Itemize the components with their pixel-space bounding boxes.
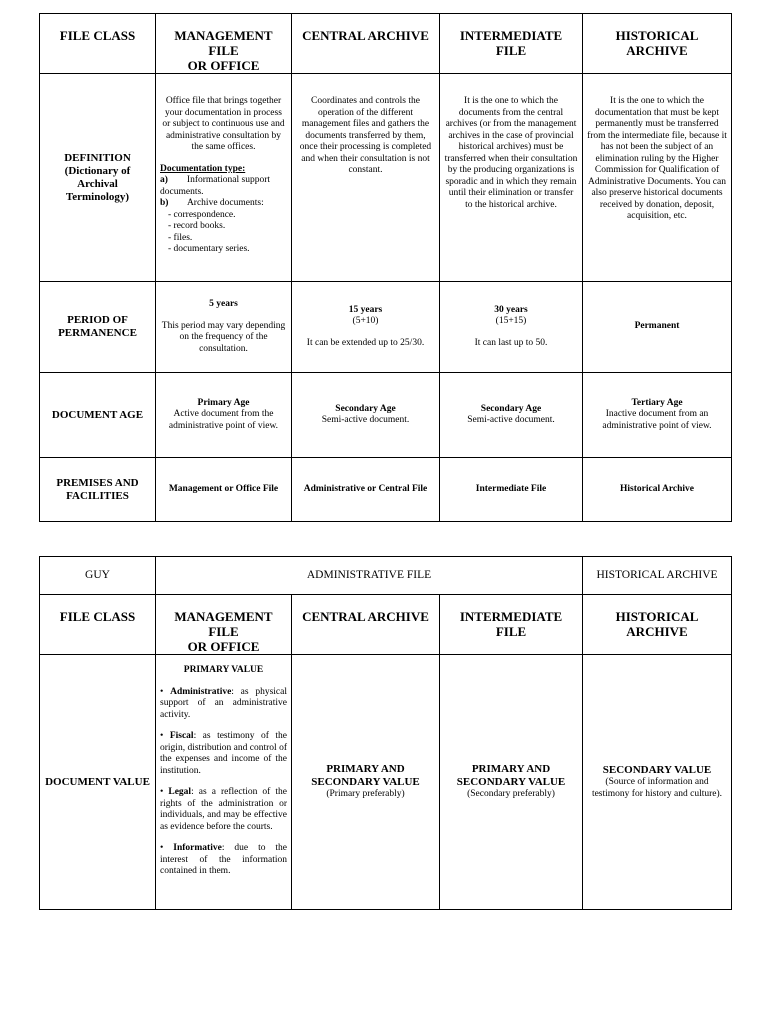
premises-central: Administrative or Central File (292, 458, 440, 522)
value-item-term: Administrative (170, 686, 232, 697)
definition-management-cell (156, 74, 292, 282)
header-management-file: MANAGEMENT FILE OR OFFICE (156, 14, 292, 74)
premises-historical: Historical Archive (583, 458, 732, 522)
header-row (40, 14, 732, 74)
age-management-title: Primary Age (197, 397, 250, 408)
doc-type-b-item: - documentary series. (168, 244, 250, 254)
header-central-archive: CENTRAL ARCHIVE (292, 595, 440, 655)
age-central-cell (292, 373, 440, 458)
permanence-intermediate-text: It can last up to 50. (474, 337, 548, 348)
header-management-file: MANAGEMENT FILE OR OFFICE (156, 595, 292, 655)
value-item-text: : as testimony of the origin, distribution and control of the expenses and income of the institution. (160, 731, 288, 776)
age-intermediate-title: Secondary Age (480, 403, 542, 414)
definition-row (40, 74, 732, 282)
value-item-term: Informative (173, 843, 222, 853)
premises-intermediate: Intermediate File (440, 458, 583, 522)
age-management-cell (156, 373, 292, 458)
value-item: • Fiscal: as testimony of the origin, distribution and control of the expenses and income of the institution. (160, 731, 288, 776)
definition-label: DEFINITION (Dictionary of Archival Terminology) (40, 74, 156, 282)
permanence-central-cell (292, 282, 440, 373)
value-historical-sub: (Source of information and testimony for history and culture). (591, 777, 723, 799)
archive-classification-table (39, 13, 732, 522)
permanence-intermediate-title: 30 years (494, 304, 528, 315)
header-row-2 (40, 595, 732, 655)
permanence-central-text: It can be extended up to 25/30. (306, 337, 425, 348)
value-row (40, 655, 732, 910)
value-central-cell (292, 655, 440, 910)
age-intermediate-cell (440, 373, 583, 458)
header-historical-archive: HISTORICAL ARCHIVE (583, 14, 732, 74)
permanence-central-sub: (5+10) (352, 316, 379, 327)
definition-intermediate-text: It is the one to which the documents from the central archives (or from the management archives in the case of provincial historical archives) must be transferred when their consultation by the producing organizations is sporadic and in which they remain until their elimination or transfer to the historical archive. (440, 74, 583, 282)
premises-row (40, 458, 732, 522)
guy-label: GUY (40, 557, 156, 595)
age-central-title: Secondary Age (335, 403, 396, 414)
age-central-text: Semi-active document. (321, 415, 410, 425)
value-item: • Informative: due to the interest of the information contained in them. (160, 843, 288, 876)
definition-management-text: Office file that brings together your documentation in process or subject to continuous use and administrative consultation by the same offices. (162, 96, 285, 152)
premises-management: Management or Office File (156, 458, 292, 522)
permanence-historical-text: Permanent (583, 282, 732, 373)
doc-type-b-item: - files. (168, 232, 193, 243)
value-intermediate-sub: (Secondary preferably) (467, 789, 555, 800)
age-row (40, 373, 732, 458)
doc-type-b: Archive documents: (186, 198, 264, 208)
header-intermediate-file: INTERMEDIATE FILE (440, 595, 583, 655)
age-historical-title: Tertiary Age (631, 397, 683, 408)
value-item-text: : as a reflection of the rights of the administration or individuals, and may be effective as evidence before the courts. (160, 787, 287, 832)
value-item: • Administrative: as physical support of an administrative activity. (160, 686, 287, 720)
documentation-type-block (160, 164, 287, 256)
header-central-archive: CENTRAL ARCHIVE (292, 14, 440, 74)
value-historical-title: SECONDARY VALUE (602, 764, 712, 776)
header-intermediate-file: INTERMEDIATE FILE (440, 14, 583, 74)
value-item-term: Legal (168, 787, 192, 797)
value-central-sub: (Primary preferably) (326, 789, 405, 800)
doc-type-a: Informational support documents. (160, 175, 271, 197)
doc-type-b-marker: b) (160, 198, 169, 208)
value-item: • Legal: as a reflection of the rights of the administration or individuals, and may be effective as evidence before the courts. (160, 787, 287, 832)
value-intermediate-cell (440, 655, 583, 910)
value-item-text: : as physical support of an administrative activity. (160, 686, 287, 720)
age-management-text: Active document from the administrative point of view. (168, 409, 279, 431)
permanence-label: PERIOD OF PERMANENCE (40, 282, 156, 373)
primary-value-title: PRIMARY VALUE (183, 665, 264, 675)
header-file-class: FILE CLASS (40, 595, 156, 655)
documentation-type-title: Documentation type: (160, 163, 246, 174)
document-value-table (39, 556, 732, 910)
doc-type-a-marker: a) (160, 175, 168, 185)
value-intermediate-title: PRIMARY AND SECONDARY VALUE (456, 763, 566, 789)
permanence-management-text: This period may vary depending on the frequency of the consultation. (161, 320, 286, 354)
definition-central-text: Coordinates and controls the operation of the different management files and gathers the documents transferred by them, once their processing is completed and when their consultation is not constant. (292, 74, 440, 282)
permanence-intermediate-sub: (15+15) (495, 316, 527, 327)
value-management-cell (156, 655, 292, 910)
permanence-central-title: 15 years (348, 304, 383, 315)
administrative-file-label: ADMINISTRATIVE FILE (156, 557, 583, 595)
age-intermediate-text: Semi-active document. (467, 415, 555, 425)
value-label: DOCUMENT VALUE (40, 655, 156, 910)
value-central-title: PRIMARY AND SECONDARY VALUE (311, 763, 420, 789)
permanence-intermediate-cell (440, 282, 583, 373)
age-label: DOCUMENT AGE (40, 373, 156, 458)
historical-archive-label: HISTORICAL ARCHIVE (583, 557, 732, 595)
value-item-term: Fiscal (169, 731, 194, 741)
age-historical-text: Inactive document from an administrative point of view. (602, 409, 712, 431)
age-historical-cell (583, 373, 732, 458)
guy-row (40, 557, 732, 595)
doc-type-b-item: - record books. (168, 221, 226, 231)
header-historical-archive: HISTORICAL ARCHIVE (583, 595, 732, 655)
premises-label: PREMISES AND FACILITIES (40, 458, 156, 522)
header-file-class: FILE CLASS (40, 14, 156, 74)
definition-historical-text: It is the one to which the documentation that must be kept permanently must be transferred from the intermediate file, because it has not been the subject of an elimination ruling by the Higher Commission for Qualification of Administrative Documents. You can also preserve historical documents received by donation, deposit, acquisition, etc. (583, 74, 732, 282)
permanence-management-title: 5 years (209, 299, 238, 309)
value-item-text: : due to the interest of the information contained in them. (160, 843, 288, 876)
value-historical-cell (583, 655, 732, 910)
permanence-row (40, 282, 732, 373)
permanence-management-cell (156, 282, 292, 373)
doc-type-b-item: - correspondence. (168, 209, 236, 220)
